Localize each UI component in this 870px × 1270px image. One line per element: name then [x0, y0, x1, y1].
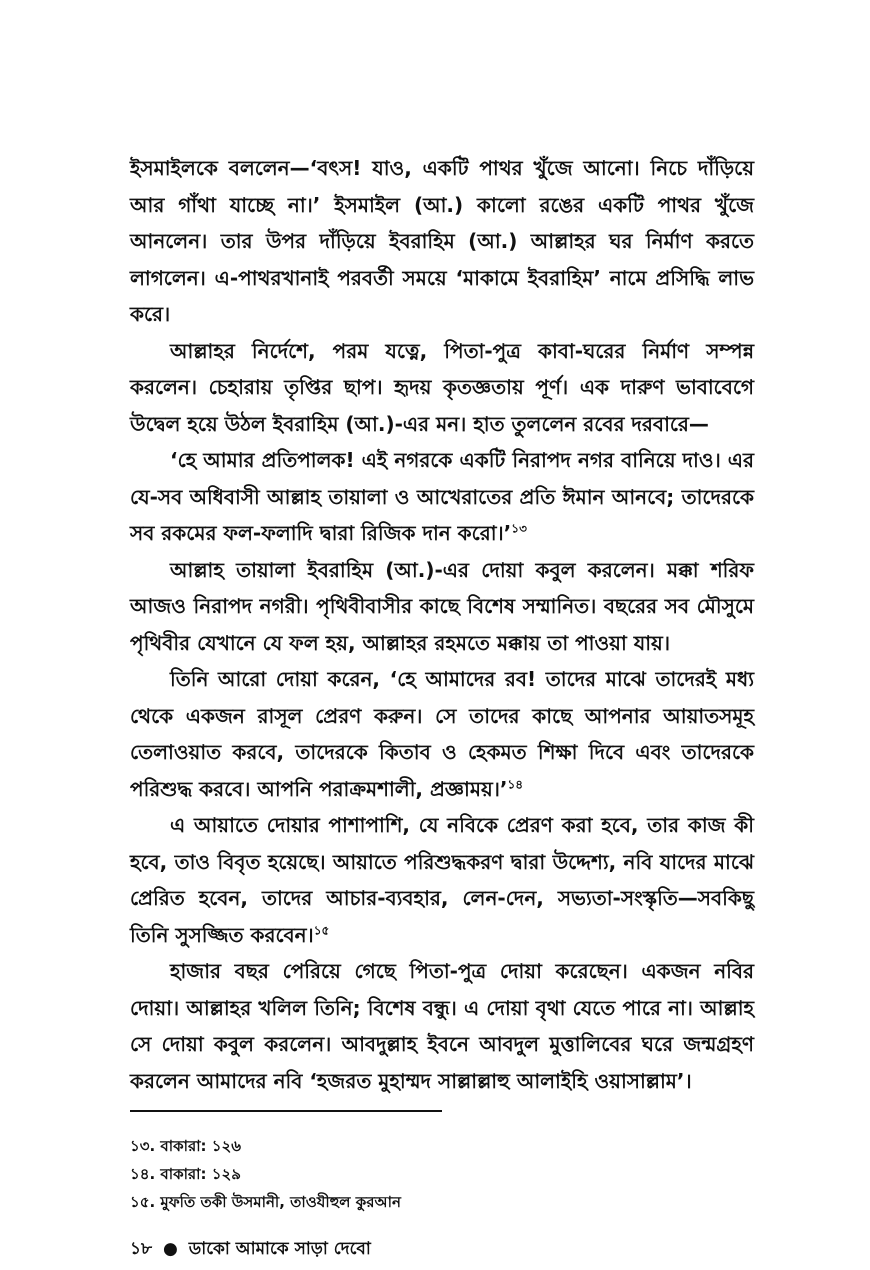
bullet-separator: ● [162, 1239, 178, 1259]
footnote-marker: ১৩ [511, 521, 527, 536]
footnote-divider [130, 1110, 442, 1112]
paragraph: আল্লাহর নির্দেশে, পরম যত্নে, পিতা-পুত্র কাবা-ঘরের নির্মাণ সম্পন্ন করলেন। চেহারায় তৃপ্তির ছাপ। হৃদয় কৃতজ্ঞতায় পূর্ণ। এক দারুণ ভাবাবেগে উদ্বেল হয়ে উঠল ইবরাহিম (আ.)-এর মন। হাত তুললেন রবের দরবারে— [130, 338, 754, 436]
paragraph: হাজার বছর পেরিয়ে গেছে পিতা-পুত্র দোয়া করেছেন। একজন নবির দোয়া। আল্লাহর খলিল তিনি; বিশেষ বন্ধু। এ দোয়া বৃথা যেতে পারে না। আল্লাহ সে দোয়া কবুল করলেন। আবদুল্লাহ ইবনে আবদুল মুত্তালিবের ঘরে জন্মগ্রহণ করলেন আমাদের নবি ‘হজরত মুহাম্মদ সাল্লাল্লাহু আলাইহি ওয়াসাল্লাম’। [130, 959, 754, 1093]
paragraph: তিনি আরো দোয়া করেন, ‘হে আমাদের রব! তাদের মাঝে তাদেরই মধ্য থেকে একজন রাসূল প্রেরণ করুন। সে তাদের কাছে আপনার আয়াতসমূহ তেলাওয়াত করবে, তাদেরকে কিতাব ও হেকমত শিক্ষা দিবে এবং তাদেরকে পরিশুদ্ধ করবে। আপনি পরাক্রমশালী, প্রজ্ঞাময়।’$^{১৪}$ [130, 667, 754, 801]
body-text [130, 150, 754, 1099]
footnote: ১৩. বাকারা: ১২৬ [130, 1137, 242, 1155]
footnote-marker: ১৪ [507, 776, 524, 791]
book-title: ডাকো আমাকে সাড়া দেবো [188, 1239, 371, 1259]
paragraph: ‘হে আমার প্রতিপালক! এই নগরকে একটি নিরাপদ নগর বানিয়ে দাও। এর যে-সব অধিবাসী আল্লাহ তায়ালা ও আখেরাতের প্রতি ঈমান আনবে; তাদেরকে সব রকমের ফল-ফলাদি দ্বারা রিজিক দান করো।’$^{১৩}$ [130, 448, 754, 545]
page-footer [130, 1236, 371, 1264]
paragraph: আল্লাহ তায়ালা ইবরাহিম (আ.)-এর দোয়া কবুল করলেন। মক্কা শরিফ আজও নিরাপদ নগরী। পৃথিবীবাসীর কাছে বিশেষ সম্মানিত। বছরের সব মৌসুমে পৃথিবীর যেখানে যে ফল হয়, আল্লাহর রহমতে মক্কায় তা পাওয়া যায়। [130, 557, 754, 655]
paragraph: এ আয়াতে দোয়ার পাশাপাশি, যে নবিকে প্রেরণ করা হবে, তার কাজ কী হবে, তাও বিবৃত হয়েছে। আয়াতে পরিশুদ্ধকরণ দ্বারা উদ্দেশ্য, নবি যাদের মাঝে প্রেরিত হবেন, তাদের আচার-ব্যবহার, লেন-দেন, সভ্যতা-সংস্কৃতি—সবকিছু তিনি সুসজ্জিত করবেন।$^{১৫}$ [130, 813, 754, 947]
footnote: ১৪. বাকারা: ১২৯ [130, 1165, 241, 1183]
page-number: ১৮ [130, 1239, 153, 1259]
footnote-marker: ১৫ [313, 922, 330, 937]
footnotes [130, 1132, 754, 1216]
paragraph: ইসমাইলকে বললেন—‘বৎস! যাও, একটি পাথর খুঁজে আনো। নিচে দাঁড়িয়ে আর গাঁথা যাচ্ছে না।’ ইসমাইল (আ.) কালো রঙের একটি পাথর খুঁজে আনলেন। তার উপর দাঁড়িয়ে ইবরাহিম (আ.) আল্লাহর ঘর নির্মাণ করতে লাগলেন। এ-পাথরখানাই পরবর্তী সময়ে ‘মাকামে ইবরাহিম’ নামে প্রসিদ্ধি লাভ করে। [130, 156, 754, 326]
footnote: ১৫. মুফতি তকী উসমানী, তাওযীহুল কুরআন [130, 1193, 401, 1211]
